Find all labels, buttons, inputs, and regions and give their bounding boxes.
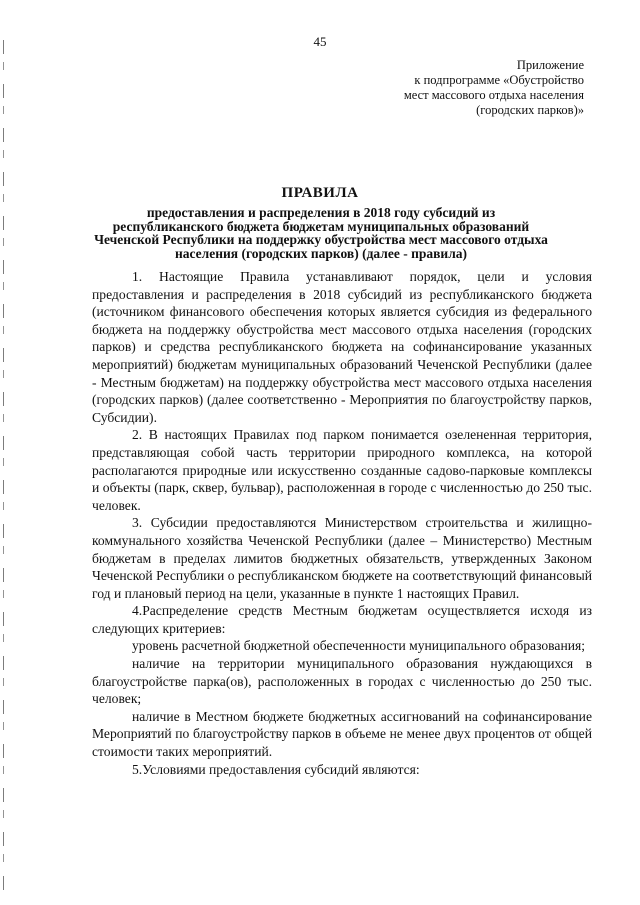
- appendix-line: мест массового отдыха населения: [403, 88, 584, 102]
- document-title: ПРАВИЛА: [281, 185, 359, 201]
- appendix-note: [404, 58, 584, 118]
- document-body: [92, 268, 592, 778]
- appendix-line: (городских парков)»: [476, 103, 584, 117]
- criterion-3: наличие в Местном бюджете бюджетных ассигнований на софинансирование Мероприятий по благоустройству парков в объеме не менее двух процентов от общей стоимости таких мероприятий.: [92, 708, 592, 760]
- paragraph-1: 1. Настоящие Правила устанавливают порядок, цели и условия предоставления и распределения в 2018 субсидий из республиканского бюджета (источником финансового обеспечения которых является субсидия из федерального бюджета на поддержку обустройства мест массового отдыха населения (городских парков) и средства республиканского бюджета на софинансирование указанных мероприятий) бюджетам муниципальных образований Чеченской Республики (далее - Местным бюджетам) на поддержку обустройства мест массового отдыха населения (городских парков) (далее соответственно - Мероприятия по благоустройству парков, Субсидии).: [92, 269, 592, 425]
- paragraph-2: 2. В настоящих Правилах под парком понимается озелененная территория, представляющая собой часть территории природного комплекса, на которой располагаются природные или искусственно созданные садово-парковые комплексы и объекты (парк, сквер, бульвар), расположенная в городе с численностью до 250 тыс. человек.: [92, 427, 592, 513]
- paragraph-4: 4.Распределение средств Местным бюджетам осуществляется исходя из следующих критериев:: [92, 603, 592, 636]
- document-subtitle: предоставления и распределения в 2018 году субсидий из республиканского бюджета бюджетам муниципальных образований Чеченской Республики на поддержку обустройства мест массового отдыха населения (городских парков) (далее - правила): [94, 205, 548, 261]
- criterion-1: уровень расчетной бюджетной обеспеченности муниципального образования;: [132, 638, 586, 654]
- paragraph-3: 3. Субсидии предоставляются Министерством строительства и жилищно-коммунального хозяйства Чеченской Республики (далее – Министерство) Местным бюджетам в пределах лимитов бюджетных обязательств, утвержденных Законом Чеченской Республики о республиканском бюджете на соответствующий финансовый год и плановый период на цели, указанные в пункте 1 настоящих Правил.: [92, 515, 592, 601]
- binding-edge-marks: [3, 40, 4, 890]
- page-number: 45: [313, 34, 327, 49]
- criterion-2: наличие на территории муниципального образования нуждающихся в благоустройстве парка(ов), расположенных в городах с численностью до 250 тыс. человек;: [92, 656, 592, 707]
- appendix-line: Приложение: [516, 58, 584, 72]
- paragraph-5: 5.Условиями предоставления субсидий являются:: [132, 761, 420, 777]
- appendix-line: к подпрограмме «Обустройство: [414, 73, 584, 87]
